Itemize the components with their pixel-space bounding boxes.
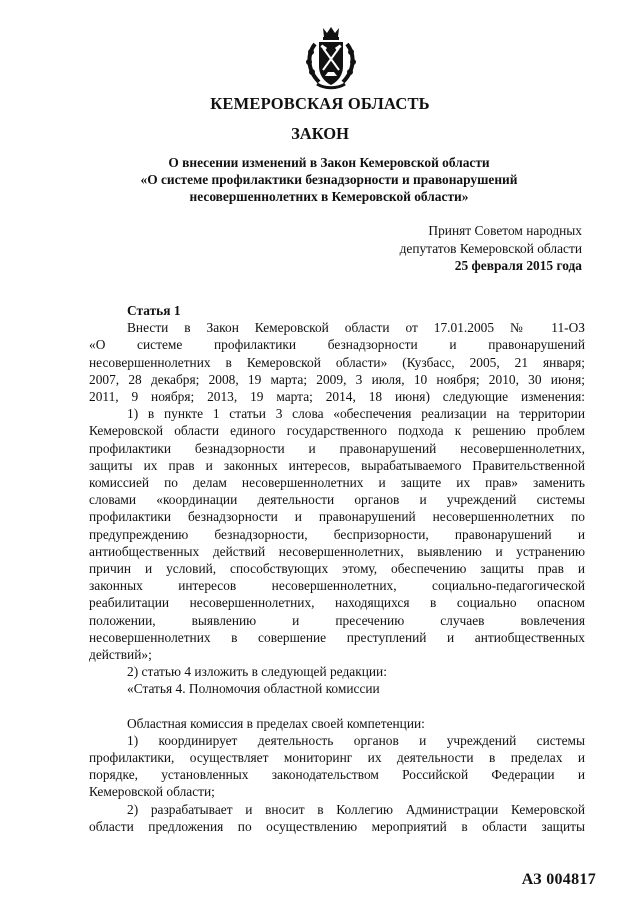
body-text-line: антиобщественных действий несовершеннолетних, выявлению и устранению (89, 543, 585, 559)
article-heading: Статья 1 (127, 303, 181, 318)
body-text-line: Областная комиссия в пределах своей компетенции: (127, 715, 425, 731)
body-text-line: несовершеннолетних в Кемеровской области» (Кузбасс, 2005, 21 января; (89, 354, 585, 370)
body-text-line: порядке, установленных законодательством Российской Федерации и (89, 767, 585, 783)
region-name: КЕМЕРОВСКАЯ ОБЛАСТЬ (210, 94, 430, 113)
adoption-date: 25 февраля 2015 года (454, 258, 582, 273)
body-text-line: профилактики безнадзорности и правонарушений несовершеннолетних, (89, 440, 585, 456)
body-text-line: комиссией по делам несовершеннолетних и защите их прав» заменить (89, 475, 585, 491)
law-title-line: несовершеннолетних в Кемеровской области» (189, 189, 469, 204)
body-text-line: словами «координации деятельности органов и учреждений системы (89, 492, 585, 508)
body-text-line: профилактики безнадзорности и правонарушений несовершеннолетних по (89, 509, 585, 525)
body-text-line: 2007, 28 декабря; 2008, 19 марта; 2009, 3 июля, 10 ноября; 2010, 30 июня; (89, 371, 585, 387)
body-text-line: 2) статью 4 изложить в следующей редакции: (127, 664, 387, 680)
adoption-line: Принят Советом народных (428, 223, 582, 238)
law-body (89, 302, 585, 835)
body-text-line: 1) координирует деятельность органов и учреждений системы (127, 732, 585, 748)
law-title-line: «О системе профилактики безнадзорности и правонарушений (140, 172, 518, 187)
law-title-line: О внесении изменений в Закон Кемеровской области (168, 155, 490, 170)
body-text-line: причин и условий, способствующих этому, обеспечению защиты прав и (89, 561, 585, 577)
body-text-line: законных интересов несовершеннолетних, социально-педагогической (89, 578, 585, 594)
body-text-line: реабилитации несовершеннолетних, находящихся в социально опасном (89, 595, 585, 611)
body-text-line: действий»; (89, 647, 152, 663)
body-text-line: Кемеровской области; (89, 784, 215, 800)
body-text-line: профилактики, осуществляет мониторинг их деятельности в пределах и (89, 750, 585, 766)
coat-of-arms-icon (303, 26, 359, 90)
body-text-line: 2) разрабатывает и вносит в Коллегию Администрации Кемеровской (127, 801, 585, 817)
adoption-block (400, 222, 582, 275)
document-type: ЗАКОН (291, 124, 349, 143)
body-text-line: «Статья 4. Полномочия областной комиссии (127, 681, 380, 697)
law-title (90, 154, 568, 205)
body-text-line: несовершеннолетних в совершение преступлений и антиобщественных (89, 629, 585, 645)
body-text-line: 2011, 9 ноября; 2013, 19 марта; 2014, 18 июня) следующие изменения: (89, 389, 585, 405)
body-text-line: положении, выявлению и пресечению случаев вовлечения (89, 612, 585, 628)
body-text-line: предупреждению безнадзорности, беспризорности, правонарушений и (89, 526, 585, 542)
body-text-line: Кемеровской области единого государственного подхода к решению проблем (89, 423, 585, 439)
body-text-line: области предложения по осуществлению мероприятий в области защиты (89, 818, 585, 834)
serial-number: АЗ 004817 (521, 871, 596, 888)
body-text-line: Внести в Закон Кемеровской области от 17.01.2005 № 11-ОЗ (127, 320, 585, 336)
body-text-line: 1) в пункте 1 статьи 3 слова «обеспечения реализации на территории (127, 406, 585, 422)
body-text-line: защиты их прав и законных интересов, вырабатываемого Правительственной (89, 457, 585, 473)
blank-line (89, 698, 585, 715)
body-text-line: «О системе профилактики безнадзорности и правонарушений (89, 337, 585, 353)
adoption-line: депутатов Кемеровской области (399, 240, 582, 256)
